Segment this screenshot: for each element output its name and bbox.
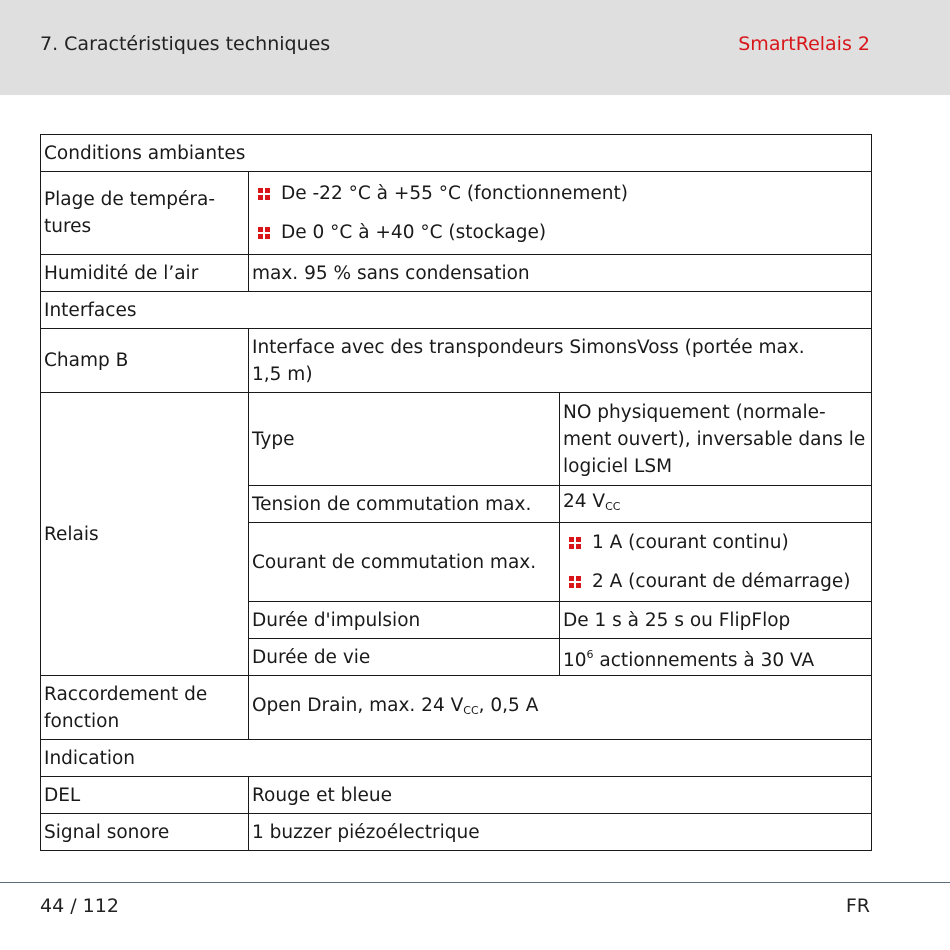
champ-label: Champ B — [41, 329, 249, 393]
champ-value: Interface avec des transpondeurs SimonsVoss (portée max. 1,5 m) — [249, 329, 872, 393]
indication-heading: Indication — [41, 740, 872, 777]
temp-storage-item — [252, 213, 868, 252]
relais-label: Relais — [41, 393, 249, 676]
temperature-label: Plage de tempéra- tures — [41, 172, 249, 255]
specifications-table — [40, 134, 872, 851]
section-title: 7. Caractéristiques techniques — [40, 33, 331, 55]
humidity-value: max. 95 % sans condensation — [249, 255, 872, 292]
signal-value: 1 buzzer piézoélectrique — [249, 814, 872, 851]
bullet-icon — [569, 537, 581, 549]
page-header — [0, 0, 950, 95]
humidity-label: Humidité de l’air — [41, 255, 249, 292]
temp-storage-text: De 0 °C à +40 °C (stockage) — [281, 222, 547, 243]
footer-divider — [0, 882, 950, 883]
tension-label: Tension de commutation max. — [249, 486, 560, 523]
type-value: NO physiquement (normale- ment ouvert), inversable dans le logiciel LSM — [560, 393, 872, 486]
temp-operation-text: De -22 °C à +55 °C (fonctionnement) — [281, 183, 628, 204]
signal-label: Signal sonore — [41, 814, 249, 851]
interfaces-heading: Interfaces — [41, 292, 872, 329]
bullet-icon — [258, 227, 270, 239]
product-name: SmartRelais 2 — [738, 33, 870, 55]
vie-label: Durée de vie — [249, 639, 560, 676]
del-label: DEL — [41, 777, 249, 814]
page-number: 44 / 112 — [40, 895, 119, 917]
raccordement-value: Open Drain, max. 24 $V_{CC}$, 0,5 A — [249, 676, 872, 740]
del-value: Rouge et bleue — [249, 777, 872, 814]
vie-value: $10^6$ actionnements à 30 VA — [560, 639, 872, 676]
temp-operation-item — [252, 174, 868, 213]
courant-values — [560, 523, 872, 602]
courant-continu-item — [563, 523, 868, 562]
courant-demarrage-text: 2 A (courant de démarrage) — [592, 571, 851, 592]
courant-label: Courant de commutation max. — [249, 523, 560, 602]
courant-demarrage-item — [563, 562, 868, 601]
impulsion-label: Durée d'impulsion — [249, 602, 560, 639]
courant-continu-text: 1 A (courant continu) — [592, 532, 789, 553]
tension-value: 24 $V_{CC}$ — [560, 486, 872, 523]
conditions-heading: Conditions ambiantes — [41, 135, 872, 172]
language-code: FR — [845, 895, 870, 917]
impulsion-value: De 1 s à 25 s ou FlipFlop — [560, 602, 872, 639]
type-label: Type — [249, 393, 560, 486]
bullet-icon — [569, 576, 581, 588]
raccordement-label: Raccordement de fonction — [41, 676, 249, 740]
bullet-icon — [258, 188, 270, 200]
temperature-values — [249, 172, 872, 255]
